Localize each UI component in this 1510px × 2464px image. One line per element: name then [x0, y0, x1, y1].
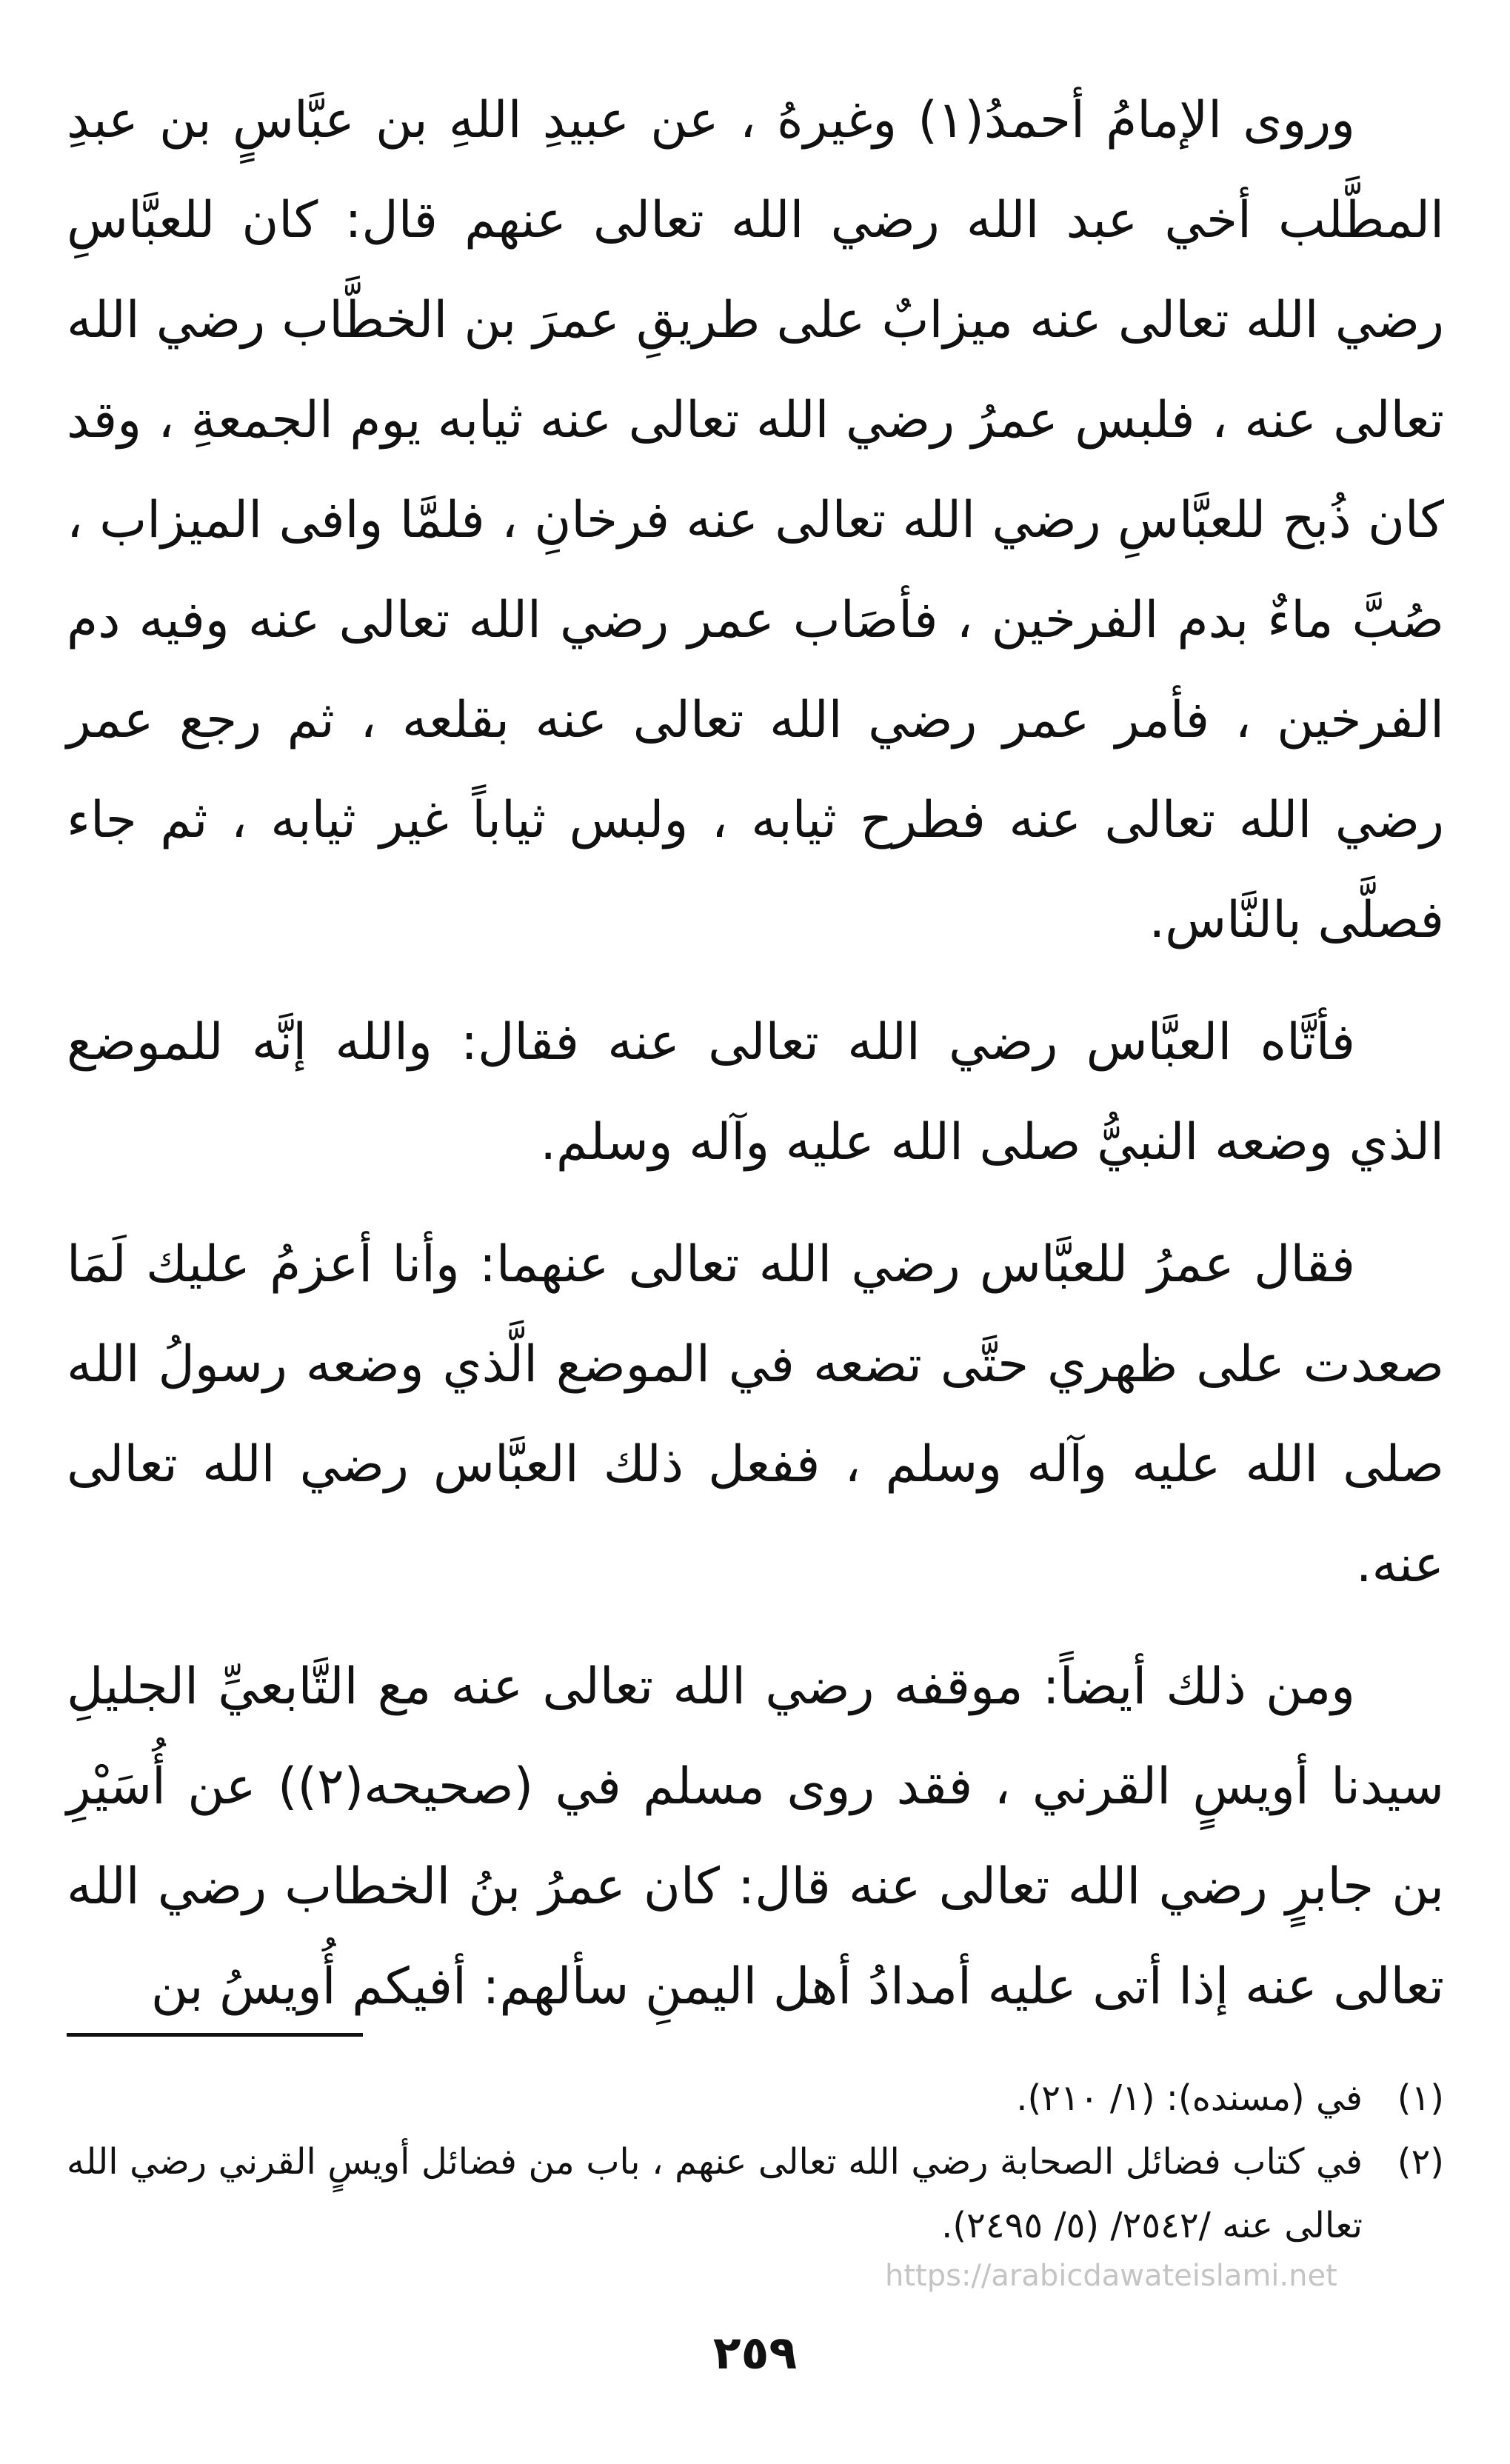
watermark-url: https://arabicdawateislami.net: [885, 2259, 1337, 2293]
page-number: ٢٥٩: [712, 2326, 798, 2380]
footnote-number: (١): [1397, 2077, 1444, 2119]
footnote-text: في (مسنده): (١/ ٢١٠).: [1016, 2077, 1363, 2119]
paragraph-4: ومن ذلك أيضاً: موقفه رضي الله تعالى عنه مع التَّابعيِّ الجليلِ سيدنا أويسٍ القرني ، فقد روى مسلم في (صحيحه(٢)) عن أُسَيْرِ بن جابرٍ رضي الله تعالى عنه قال: كان عمرُ بنُ الخطاب رضي الله تعالى عنه إذا أتى عليه أمدادُ أهل اليمنِ سألهم: أفيكم أُويسُ بن: [67, 1657, 1444, 2016]
paragraph-2: فأتَّاه العبَّاس رضي الله تعالى عنه فقال: والله إنَّه للموضع الذي وضعه النبيُّ صلى الله عليه وآله وسلم.: [67, 1013, 1444, 1172]
main-text: [67, 70, 1444, 2059]
footnotes: [67, 2066, 1444, 2257]
footnote-separator: [67, 2033, 363, 2037]
paragraph-1: وروى الإمامُ أحمدُ(١) وغيرهُ ، عن عبيدِ اللهِ بن عبَّاسٍ بن عبدِ المطَّلب أخي عبد الله رضي الله تعالى عنهم قال: كان للعبَّاسِ رضي الله تعالى عنه ميزابٌ على طريقِ عمرَ بن الخطَّاب رضي الله تعالى عنه ، فلبس عمرُ رضي الله تعالى عنه ثيابه يوم الجمعةِ ، وقد كان ذُبح للعبَّاسِ رضي الله تعالى عنه فرخانِ ، فلمَّا وافى الميزاب ، صُبَّ ماءٌ بدم الفرخين ، فأصَاب عمر رضي الله تعالى عنه وفيه دم الفرخين ، فأمر عمر رضي الله تعالى عنه بقلعه ، ثم رجع عمر رضي الله تعالى عنه فطرح ثيابه ، ولبس ثياباً غير ثيابه ، ثم جاء فصلَّى بالنَّاس.: [67, 91, 1444, 949]
footnote-2: [67, 2130, 1444, 2257]
paragraph-3: فقال عمرُ للعبَّاس رضي الله تعالى عنهما: وأنا أعزمُ عليك لَمَا صعدت على ظهري حتَّى تضعه في الموضع الَّذي وضعه رسولُ الله صلى الله عليه وآله وسلم ، ففعل ذلك العبَّاس رضي الله تعالى عنه.: [67, 1235, 1444, 1594]
footnote-1: [67, 2066, 1444, 2130]
footnote-text: في كتاب فضائل الصحابة رضي الله تعالى عنهم ، باب من فضائل أويسٍ القرني رضي الله تعالى عنه /٢٥٤٢/ (٥/ ٢٤٩٥).: [67, 2141, 1363, 2246]
footnote-number: (٢): [1397, 2141, 1444, 2183]
